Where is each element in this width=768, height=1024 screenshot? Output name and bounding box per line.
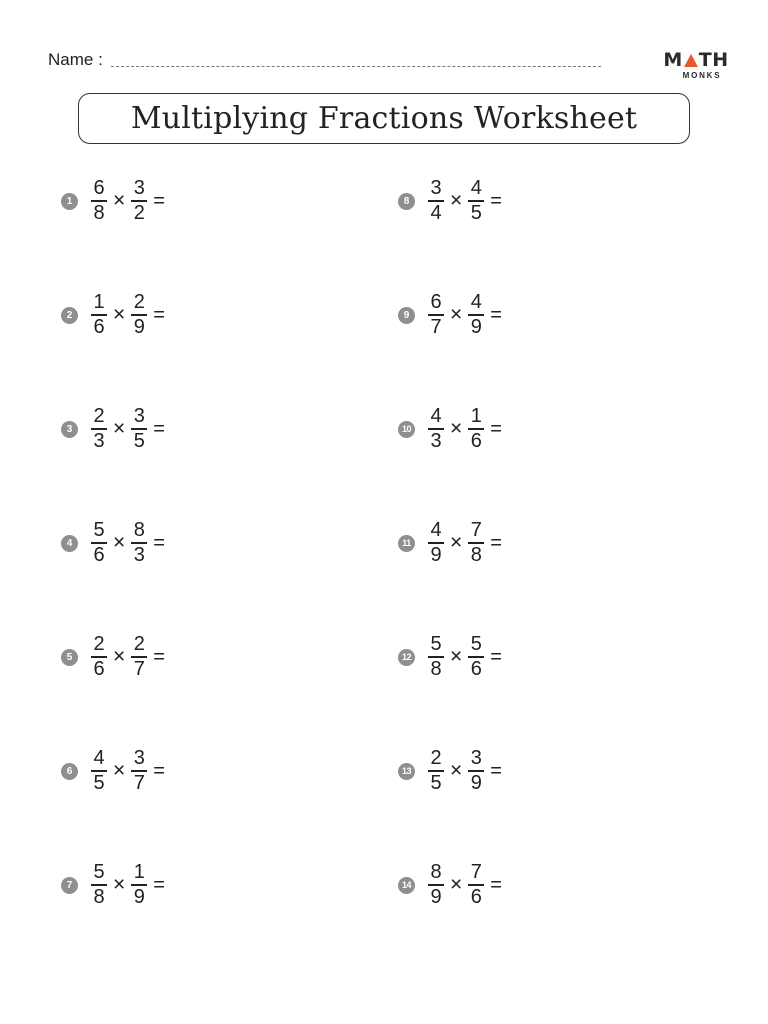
numerator: 7 [470, 861, 482, 884]
numerator: 3 [470, 747, 482, 770]
logo-wordmark [664, 50, 728, 70]
fraction-b [131, 178, 147, 224]
denominator: 9 [470, 315, 482, 338]
triangle-icon [684, 54, 698, 67]
numerator: 8 [133, 519, 145, 542]
denominator: 7 [133, 771, 145, 794]
title-box [78, 93, 690, 144]
multiply-sign: × [450, 189, 463, 212]
equals-sign: = [153, 189, 165, 212]
fraction-b [468, 520, 484, 566]
problem-item [61, 630, 165, 684]
equals-sign: = [490, 531, 502, 554]
problem-item [61, 858, 165, 912]
equals-sign: = [490, 303, 502, 326]
problem-number-badge: 10 [398, 421, 415, 438]
fraction-a [91, 862, 107, 908]
denominator: 4 [430, 201, 442, 224]
numerator: 2 [430, 747, 442, 770]
numerator: 1 [133, 861, 145, 884]
denominator: 6 [93, 543, 105, 566]
fraction-a [91, 406, 107, 452]
numerator: 7 [470, 519, 482, 542]
fraction-b [468, 178, 484, 224]
numerator: 2 [133, 291, 145, 314]
fraction-a [428, 520, 444, 566]
equals-sign: = [153, 531, 165, 554]
worksheet-title: Multiplying Fractions Worksheet [130, 101, 638, 136]
multiply-sign: × [450, 531, 463, 554]
multiply-sign: × [450, 873, 463, 896]
fraction-b [468, 748, 484, 794]
problem-item [398, 174, 502, 228]
denominator: 9 [430, 885, 442, 908]
problem-item [61, 516, 165, 570]
denominator: 6 [93, 315, 105, 338]
denominator: 9 [133, 315, 145, 338]
fraction-a [428, 634, 444, 680]
numerator: 3 [133, 177, 145, 200]
fraction-b [468, 862, 484, 908]
problem-item [398, 402, 502, 456]
fraction-b [468, 292, 484, 338]
problem-item [398, 858, 502, 912]
numerator: 3 [133, 405, 145, 428]
fraction-a [428, 748, 444, 794]
numerator: 5 [93, 519, 105, 542]
denominator: 8 [93, 885, 105, 908]
numerator: 1 [470, 405, 482, 428]
problem-number-badge: 2 [61, 307, 78, 324]
name-label: Name : [48, 50, 103, 69]
problem-item [398, 516, 502, 570]
problem-item [61, 174, 165, 228]
problem-number-badge: 6 [61, 763, 78, 780]
denominator: 8 [470, 543, 482, 566]
numerator: 3 [430, 177, 442, 200]
fraction-a [428, 406, 444, 452]
denominator: 6 [470, 657, 482, 680]
name-field-row [48, 50, 601, 70]
problem-number-badge: 12 [398, 649, 415, 666]
problem-number-badge: 3 [61, 421, 78, 438]
fraction-a [91, 178, 107, 224]
numerator: 5 [430, 633, 442, 656]
denominator: 9 [470, 771, 482, 794]
problem-item [61, 288, 165, 342]
logo-letters-th: TH [698, 49, 729, 71]
problem-number-badge: 9 [398, 307, 415, 324]
denominator: 3 [430, 429, 442, 452]
fraction-b [131, 292, 147, 338]
denominator: 6 [93, 657, 105, 680]
fraction-b [131, 520, 147, 566]
denominator: 9 [430, 543, 442, 566]
denominator: 5 [430, 771, 442, 794]
math-monks-logo [664, 50, 728, 80]
problem-item [398, 744, 502, 798]
multiply-sign: × [113, 189, 126, 212]
problem-item [61, 402, 165, 456]
fraction-b [131, 862, 147, 908]
denominator: 8 [430, 657, 442, 680]
multiply-sign: × [450, 645, 463, 668]
name-write-line[interactable] [111, 66, 601, 67]
denominator: 6 [470, 885, 482, 908]
fraction-b [468, 406, 484, 452]
equals-sign: = [153, 303, 165, 326]
multiply-sign: × [113, 531, 126, 554]
fraction-a [428, 292, 444, 338]
denominator: 3 [93, 429, 105, 452]
numerator: 4 [470, 291, 482, 314]
numerator: 4 [93, 747, 105, 770]
multiply-sign: × [113, 417, 126, 440]
problem-number-badge: 13 [398, 763, 415, 780]
multiply-sign: × [113, 759, 126, 782]
multiply-sign: × [450, 303, 463, 326]
problem-number-badge: 7 [61, 877, 78, 894]
numerator: 1 [93, 291, 105, 314]
problem-number-badge: 1 [61, 193, 78, 210]
problem-number-badge: 4 [61, 535, 78, 552]
multiply-sign: × [450, 759, 463, 782]
numerator: 2 [133, 633, 145, 656]
logo-letter-m: M [663, 49, 683, 71]
fraction-b [468, 634, 484, 680]
problem-number-badge: 11 [398, 535, 415, 552]
problem-number-badge: 5 [61, 649, 78, 666]
fraction-a [428, 862, 444, 908]
fraction-b [131, 748, 147, 794]
equals-sign: = [490, 189, 502, 212]
problem-item [398, 630, 502, 684]
equals-sign: = [153, 759, 165, 782]
equals-sign: = [153, 873, 165, 896]
fraction-b [131, 634, 147, 680]
equals-sign: = [490, 759, 502, 782]
denominator: 3 [133, 543, 145, 566]
fraction-a [91, 292, 107, 338]
denominator: 6 [470, 429, 482, 452]
numerator: 4 [430, 405, 442, 428]
denominator: 5 [133, 429, 145, 452]
denominator: 5 [93, 771, 105, 794]
fraction-a [91, 634, 107, 680]
numerator: 4 [430, 519, 442, 542]
problem-item [61, 744, 165, 798]
multiply-sign: × [113, 303, 126, 326]
denominator: 5 [470, 201, 482, 224]
problem-number-badge: 8 [398, 193, 415, 210]
equals-sign: = [490, 873, 502, 896]
numerator: 5 [93, 861, 105, 884]
problem-number-badge: 14 [398, 877, 415, 894]
fraction-a [428, 178, 444, 224]
equals-sign: = [153, 417, 165, 440]
denominator: 2 [133, 201, 145, 224]
denominator: 7 [133, 657, 145, 680]
denominator: 9 [133, 885, 145, 908]
numerator: 2 [93, 633, 105, 656]
multiply-sign: × [450, 417, 463, 440]
logo-subtext: MONKS [682, 71, 722, 80]
equals-sign: = [153, 645, 165, 668]
numerator: 5 [470, 633, 482, 656]
equals-sign: = [490, 417, 502, 440]
numerator: 6 [93, 177, 105, 200]
denominator: 7 [430, 315, 442, 338]
denominator: 8 [93, 201, 105, 224]
numerator: 8 [430, 861, 442, 884]
numerator: 2 [93, 405, 105, 428]
equals-sign: = [490, 645, 502, 668]
fraction-a [91, 520, 107, 566]
numerator: 4 [470, 177, 482, 200]
problem-item [398, 288, 502, 342]
fraction-b [131, 406, 147, 452]
multiply-sign: × [113, 645, 126, 668]
multiply-sign: × [113, 873, 126, 896]
fraction-a [91, 748, 107, 794]
numerator: 3 [133, 747, 145, 770]
numerator: 6 [430, 291, 442, 314]
